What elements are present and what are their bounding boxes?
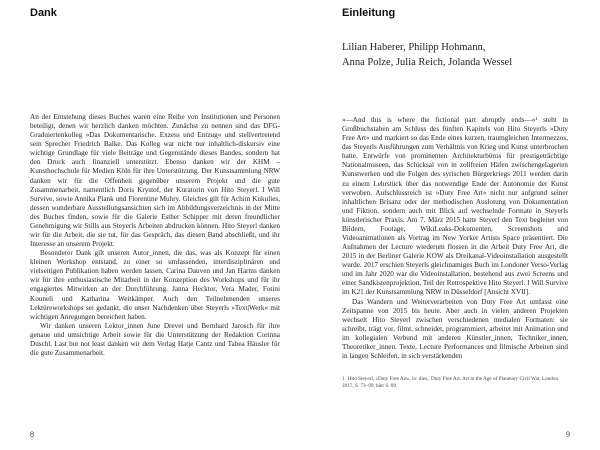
page-heading-einleitung: Einleitung: [342, 7, 396, 19]
author-line: Lilian Haberer, Philipp Hohmann,: [342, 42, 486, 53]
acknowledgements-body: [30, 113, 280, 358]
body-paragraph: An der Entstehung dieses Buches waren eine Reihe von Institutionen und Personen beteiligt, denen wir herzlich danken möchten. Zunächst zu nennen sind das DFG-Graduiertenkolleg »Das Dokumentarische. Exzess und Entzug« und stellvertretend sein Sprecher Friedrich Balke. Das Kolleg war nicht nur inhaltlich-diskursiv eine wichtige Grundlage für viele Beiträge und Gegenstände dieses Bandes, sondern hat den Druck auch finanziell unterstützt. Ebenso danken wir der KHM – Kunsthochschule für Medien Köln für ihre Unterstützung. Der Kunstsammlung NRW danken wir für die Offenheit gegenüber unserem Projekt und die gute Zusammenarbeit, namentlich Doris Krystof, der Kuratorin von Hito Steyerl. I Will Survive, sowie Annika Plank und Florentine Muhry. Gleiches gilt für Achim Kukulies, dessen wunderbare Ausstellungsansichten sich im Abbildungsverzeichnis in der Mitte des Buches finden, sowie für die Galerie Esther Schipper mit deren freundlicher Genehmigung wir Stills aus Steyerls Arbeiten abdrucken können. Hito Steyerl danken wir für die Arbeit, die sie tut, für das Gespräch, das diesen Band abschließt, und ihr Interesse an unserem Projekt.: [30, 113, 280, 249]
page-number-right: 9: [566, 430, 570, 439]
footnote-number: 1: [342, 376, 345, 382]
author-line: Anna Polze, Julia Reich, Jolanda Wessel: [342, 57, 513, 68]
body-paragraph: »—And this is where the fictional part abruptly ends—«¹ steht in Großbuchstaben am Schluss des fünften Kapitels von Hito Steyerls »Duty Free Art« und markiert so das Ende eines kurzen, traumgleichen Intermezzos, das Steyerls Ausführungen zum Verhältnis von Krieg und Kunst unterbrochen hatte. Entwürfe von prominenten Architekturbüros für prestigeträchtige Nationalmuseen, das Schicksal von in zollfreien Häfen zwischengelagerten Kunstwerken und die Folgen des syrischen Bürgerkriegs 2011 werden darin zu einem Lehrstück über das notwendige Ende der Autonomie der Kunst verwoben. Aufschlussreich ist »Duty Free Art« nicht nur aufgrund seiner inhaltlichen Brisanz oder der methodischen Auslotung von Dokumentation und Fiktion, sondern auch mit Blick auf wechselnde Formate in Steyerls künstlerischer Praxis. Am 7. März 2015 hatte Steyerl den Text begleitet von Bildern, Footage, WikiLeaks-Dokumenten, Screenshots und Videoanimationen als Vortrag im New Yorker Artists Space präsentiert. Die Aufnahmen der Lecture wiederum flossen in die Arbeit Duty Free Art, die 2015 in der Berliner Galerie KOW als Dreikanal-Videoinstallation ausgestellt wurde. 2017 erschien Steyerls gleichnamiges Buch im Londoner Verso-Verlag und im Jahr 2020 war die Videoinstallation, bestehend aus zwei Screens und einer Sandkistenprojektion, Teil der Retrospektive Hito Steyerl. I Will Survive im K21 der Kunstsammlung NRW in Düsseldorf [Ansicht XVII].: [342, 116, 568, 297]
author-list: [342, 40, 562, 70]
page-heading-dank: Dank: [30, 7, 57, 19]
footnote: [342, 376, 568, 390]
page-number-left: 8: [30, 430, 34, 439]
body-paragraph: Besonderer Dank gilt unseren Autor_innen, die das, was als Konzept für einen kleinen Workshop entstand, zu einer so umfassenden, interdisziplinären und vielseitigen Publikation haben werden lassen. Carina Dauven und Jan Harms danken wir für ihre enthusiastische Mitarbeit in der Konzeption des Workshops und für ihr engagiertes Mitwirken an der Durchführung. Janna Hecktor, Vera Mader, Fotini Kouneli und Katharina Weitkämper. Auch den Teilnehmenden unseres Lektüreworkshops sei gedankt, die unser Nachdenken über Steyerls »Text|Werk« mit wichtigen Anregungen bereichert haben.: [30, 249, 280, 321]
introduction-body: [342, 116, 568, 361]
body-paragraph: Das Wandern und Weiterverarbeiten von Duty Free Art umfasst eine Zeitspanne von 2015 bis heute. Aber auch in vielen anderen Projekten wechselt Hito Steyerl zwischen verschiedenen medialen Formaten: sie schreibt, trägt vor, filmt, schneidet, programmiert, arbeitet mit Animation und im kollegialen Verbund mit anderen Künstler_innen, Techniker_innen, Theoretiker_innen. Texte, Lecture Performances und filmische Arbeiten sind in langen Schleifen, in sich verstärkenden: [342, 297, 568, 361]
body-paragraph: Wir danken unseren Lektor_innen June Drevet und Bernhard Jarosch für ihre genaue und umsichtige Arbeit sowie für die Unterstützung der Redaktion Corinna Duschl. Last but not least danken wir dem Verlag Hatje Cantz und Tabea Häusler für die gute Zusammenarbeit.: [30, 321, 280, 358]
footnote-text: Hito Steyerl, »Duty Free Art«, in: dies., Duty Free Art. Art in the Age of Planetary Civil War, London 2017, S. 73–99, hier S. 89.: [342, 376, 559, 389]
